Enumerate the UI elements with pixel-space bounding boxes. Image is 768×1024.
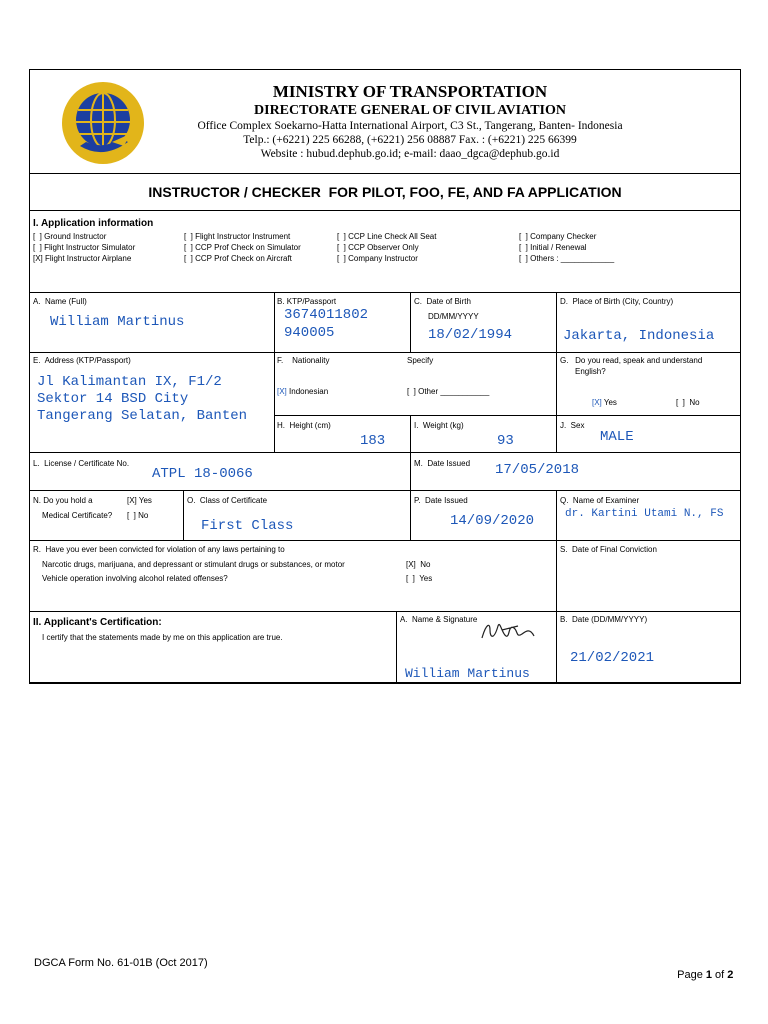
certification-date-field[interactable]: 21/02/2021 (570, 650, 655, 666)
app-option-ccp-line-check[interactable]: [ ] CCP Line Check All Seat (337, 232, 437, 241)
nationality-indonesian-checkbox[interactable]: [X] (277, 387, 287, 396)
sex-field[interactable]: MALE (600, 429, 634, 445)
ktp-label: B. KTP/Passport (277, 297, 337, 306)
nationality-specify-label: Specify (407, 356, 434, 365)
nationality-label: F. Nationality (277, 356, 330, 365)
english-question-line2: English? (575, 367, 606, 376)
weight-label: I. Weight (kg) (414, 421, 464, 430)
ktp-field-line1[interactable]: 3674011802 (284, 307, 369, 323)
conviction-no-option[interactable]: [X] No (406, 560, 431, 569)
height-label: H. Height (cm) (277, 421, 331, 430)
english-question-line1: G. Do you read, speak and understand (560, 356, 703, 365)
dgca-logo (60, 80, 146, 166)
app-option-ccp-observer[interactable]: [ ] CCP Observer Only (337, 243, 419, 252)
birthplace-label: D. Place of Birth (City, Country) (560, 297, 674, 306)
ministry-title: MINISTRY OF TRANSPORTATION (272, 82, 548, 101)
address-field-line2[interactable]: Sektor 14 BSD City (37, 391, 189, 407)
cert-date-label: P. Date Issued (414, 496, 468, 505)
page-total: 2 (727, 969, 734, 981)
page-prefix: Page (677, 969, 706, 981)
address-field-line1[interactable]: Jl Kalimantan IX, F1/2 (37, 374, 222, 390)
form-title: INSTRUCTOR / CHECKER FOR PILOT, FOO, FE, AND FA APPLICATION (148, 184, 622, 200)
license-date-field[interactable]: 17/05/2018 (495, 462, 580, 478)
examiner-field[interactable]: dr. Kartini Utami N., FS (565, 508, 724, 520)
nationality-indonesian-text: Indonesian (289, 387, 329, 396)
sex-label: J. Sex (560, 421, 585, 430)
examiner-label: Q. Name of Examiner (560, 496, 640, 505)
medical-question-line1: N. Do you hold a (33, 496, 93, 505)
english-yes-checkbox[interactable]: [X] (592, 398, 602, 407)
page-of: of (712, 969, 728, 981)
page-number: 1 (705, 969, 712, 981)
medical-yes-option[interactable]: [X] Yes (127, 496, 152, 505)
medical-no-option[interactable]: [ ] No (127, 511, 149, 520)
cert-class-field[interactable]: First Class (201, 518, 294, 534)
license-label: L. License / Certificate No. (33, 459, 130, 468)
license-field[interactable]: ATPL 18-0066 (152, 466, 253, 482)
english-yes-text: Yes (603, 398, 617, 407)
office-website: Website : hubud.dephub.go.id; e-mail: daao_dgca@dephub.go.id (260, 148, 560, 160)
directorate-title: DIRECTORATE GENERAL OF CIVIL AVIATION (254, 103, 566, 118)
page-indicator (671, 957, 733, 981)
app-option-others[interactable]: [ ] Others : ____________ (519, 254, 615, 263)
office-address: Office Complex Soekarno-Hatta International Airport, C3 St., Tangerang, Banten- Indonesia (197, 120, 623, 132)
form-number: DGCA Form No. 61-01B (Oct 2017) (34, 957, 208, 969)
medical-question-line2: Medical Certificate? (42, 511, 113, 520)
name-field[interactable]: William Martinus (50, 314, 185, 330)
conviction-detail-line2: Vehicle operation involving alcohol related offenses? (42, 574, 228, 583)
conviction-detail-line1: Narcotic drugs, marijuana, and depressant or stimulant drugs or substances, or motor (42, 560, 345, 569)
office-phone: Telp.: (+6221) 225 66288, (+6221) 256 08887 Fax. : (+6221) 225 66399 (243, 134, 577, 146)
app-option-ccp-aircraft[interactable]: [ ] CCP Prof Check on Aircraft (184, 254, 292, 263)
certification-statement: I certify that the statements made by me on this application are true. (42, 633, 283, 642)
app-option-initial-renewal[interactable]: [ ] Initial / Renewal (519, 243, 587, 252)
signature-image (478, 616, 544, 646)
app-option-fi-airplane[interactable]: [X] Flight Instructor Airplane (33, 254, 132, 263)
app-option-ground-instructor[interactable]: [ ] Ground Instructor (33, 232, 107, 241)
certification-date-label: B. Date (DD/MM/YYYY) (560, 615, 648, 624)
weight-field[interactable]: 93 (497, 433, 514, 449)
license-date-label: M. Date Issued (414, 459, 471, 468)
dob-field[interactable]: 18/02/1994 (428, 327, 513, 343)
app-option-fi-simulator[interactable]: [ ] Flight Instructor Simulator (33, 243, 136, 252)
app-option-company-checker[interactable]: [ ] Company Checker (519, 232, 597, 241)
section2-title: II. Applicant's Certification: (33, 617, 162, 628)
address-field-line3[interactable]: Tangerang Selatan, Banten (37, 408, 248, 424)
app-option-ccp-simulator[interactable]: [ ] CCP Prof Check on Simulator (184, 243, 301, 252)
conviction-yes-option[interactable]: [ ] Yes (406, 574, 433, 583)
birthplace-field[interactable]: Jakarta, Indonesia (563, 328, 715, 344)
english-no-option[interactable]: [ ] No (676, 398, 700, 407)
signature-name[interactable]: William Martinus (405, 666, 530, 681)
name-label: A. Name (Full) (33, 297, 87, 306)
address-label: E. Address (KTP/Passport) (33, 356, 131, 365)
conviction-question: R. Have you ever been convicted for violation of any laws pertaining to (33, 545, 285, 554)
ktp-field-line2[interactable]: 940005 (284, 325, 335, 341)
section1-title: I. Application information (33, 218, 154, 229)
english-yes-option[interactable] (592, 398, 617, 407)
dob-format-hint: DD/MM/YYYY (428, 312, 479, 321)
height-field[interactable]: 183 (360, 433, 386, 449)
nationality-indonesian-option[interactable] (277, 387, 328, 396)
app-option-company-instructor[interactable]: [ ] Company Instructor (337, 254, 418, 263)
nationality-other-option[interactable]: [ ] Other ___________ (407, 387, 490, 396)
app-option-fi-instrument[interactable]: [ ] Flight Instructor Instrument (184, 232, 291, 241)
cert-date-field[interactable]: 14/09/2020 (450, 513, 535, 529)
dob-label: C. Date of Birth (414, 297, 471, 306)
conviction-date-label: S. Date of Final Conviction (560, 545, 657, 554)
signature-label: A. Name & Signature (400, 615, 478, 624)
cert-class-label: O. Class of Certificate (187, 496, 268, 505)
